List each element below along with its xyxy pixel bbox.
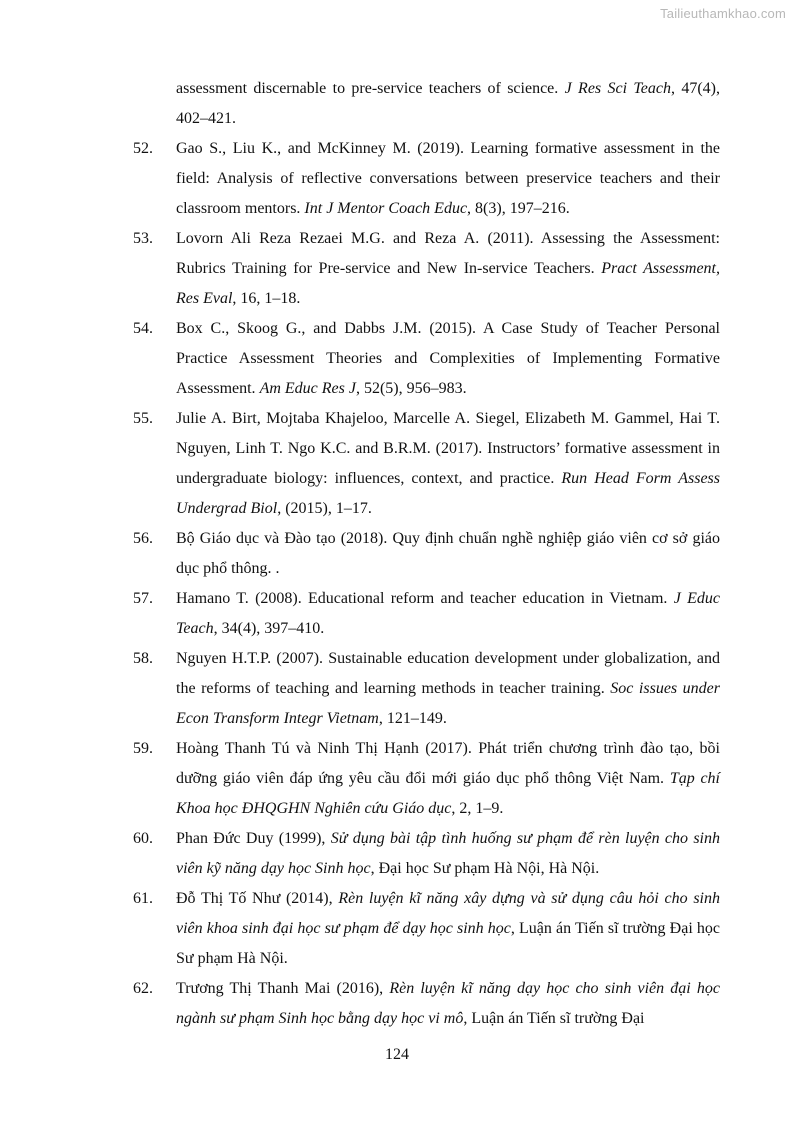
- reference-text: [176, 524, 720, 584]
- reference-text-segment: , 34(4), 397–410.: [213, 620, 325, 637]
- reference-source-title: Rèn luyện kĩ năng dạy học cho sinh viên đại học ngành sư phạm Sinh học bằng dạy học vi mô: [176, 980, 720, 1027]
- reference-number: 59.: [133, 740, 153, 757]
- reference-text-segment: Phan Đức Duy (1999),: [176, 830, 331, 847]
- reference-text: [176, 884, 720, 974]
- reference-text-segment: Bộ Giáo dục và Đào tạo (2018). Quy định chuẩn nghề nghiệp giáo viên cơ sở giáo dục phổ thông. .: [176, 530, 720, 577]
- reference-item: [0, 974, 794, 1034]
- reference-item: [0, 134, 794, 224]
- reference-text-segment: , 52(5), 956–983.: [355, 380, 467, 397]
- reference-text-segment: Hamano T. (2008). Educational reform and teacher education in Vietnam.: [176, 590, 674, 607]
- reference-item: [0, 404, 794, 524]
- reference-text-segment: Box C., Skoog G., and Dabbs J.M. (2015). A Case Study of Teacher Personal Practice Assessment Theories and Complexities of Implementing Formative Assessment.: [176, 320, 720, 397]
- reference-text: [176, 224, 720, 314]
- reference-item: [0, 524, 794, 584]
- reference-text-segment: Đỗ Thị Tố Như (2014),: [176, 890, 339, 907]
- reference-number: 62.: [133, 980, 153, 997]
- reference-item: [0, 74, 794, 134]
- reference-source-title: Int J Mentor Coach Educ: [304, 200, 468, 217]
- reference-text-segment: , 121–149.: [378, 710, 447, 727]
- reference-number: 55.: [133, 410, 153, 427]
- reference-source-title: Sử dụng bài tập tình huống sư phạm để rèn luyện cho sinh viên kỹ năng dạy học Sinh học: [176, 830, 720, 877]
- reference-source-title: J Res Sci Teach: [564, 80, 672, 97]
- reference-item: [0, 884, 794, 974]
- reference-text-segment: , Đại học Sư phạm Hà Nội, Hà Nội.: [370, 860, 600, 877]
- reference-item: [0, 314, 794, 404]
- watermark: Tailieuthamkhao.com: [660, 6, 786, 21]
- reference-number: 52.: [133, 140, 153, 157]
- reference-text-segment: , Luận án Tiến sĩ trường Đại học Sư phạm Hà Nội.: [176, 920, 720, 967]
- reference-source-title: Rèn luyện kĩ năng xây dựng và sử dụng câu hỏi cho sinh viên khoa sinh đại học sư phạm để dạy học sinh học: [176, 890, 720, 937]
- reference-item: [0, 224, 794, 314]
- reference-number: 53.: [133, 230, 153, 247]
- reference-text-segment: Gao S., Liu K., and McKinney M. (2019). Learning formative assessment in the field: Analysis of reflective conversations between preservice teachers and their classroom mentors.: [176, 140, 720, 217]
- reference-text-segment: Trương Thị Thanh Mai (2016),: [176, 980, 390, 997]
- reference-source-title: Am Educ Res J: [259, 380, 356, 397]
- reference-text-segment: , 16, 1–18.: [232, 290, 301, 307]
- reference-number: 57.: [133, 590, 153, 607]
- reference-text-segment: Lovorn Ali Reza Rezaei M.G. and Reza A. (2011). Assessing the Assessment: Rubrics Training for Pre-service and New In-service Teachers.: [176, 230, 720, 277]
- reference-text-segment: , 2, 1–9.: [451, 800, 504, 817]
- reference-text-segment: Julie A. Birt, Mojtaba Khajeloo, Marcelle A. Siegel, Elizabeth M. Gammel, Hai T. Nguyen, Linh T. Ngo K.C. and B.R.M. (2017). Instructors’ formative assessment in undergraduate biology: influences, context, and practice.: [176, 410, 720, 487]
- reference-source-title: J Educ Teach: [176, 590, 720, 637]
- reference-text: [176, 314, 720, 404]
- reference-number: 61.: [133, 890, 153, 907]
- page-number: 124: [385, 1046, 409, 1063]
- reference-text: [176, 974, 720, 1034]
- reference-item: [0, 824, 794, 884]
- reference-text-segment: Hoàng Thanh Tú và Ninh Thị Hạnh (2017). Phát triển chương trình đào tạo, bồi dưỡng giáo viên đáp ứng yêu cầu đổi mới giáo dục phổ thông Việt Nam.: [176, 740, 720, 787]
- reference-text-segment: , 8(3), 197–216.: [467, 200, 570, 217]
- reference-text: [176, 74, 720, 134]
- reference-text-segment: Nguyen H.T.P. (2007). Sustainable education development under globalization, and the reforms of teaching and learning methods in teacher training.: [176, 650, 720, 697]
- reference-source-title: Pract Assessment, Res Eval: [176, 260, 720, 307]
- reference-text: [176, 404, 720, 524]
- reference-source-title: Tạp chí Khoa học ĐHQGHN Nghiên cứu Giáo dục: [176, 770, 721, 817]
- reference-text: [176, 734, 720, 824]
- reference-item: [0, 584, 794, 644]
- reference-number: 56.: [133, 530, 153, 547]
- reference-number: 54.: [133, 320, 153, 337]
- reference-text-segment: , 47(4), 402–421.: [176, 80, 721, 127]
- reference-source-title: Run Head Form Assess Undergrad Biol: [176, 470, 720, 517]
- reference-item: [0, 644, 794, 734]
- reference-number: 60.: [133, 830, 153, 847]
- reference-text-segment: , (2015), 1–17.: [277, 500, 372, 517]
- reference-text-segment: assessment discernable to pre-service teachers of science.: [176, 80, 565, 97]
- reference-text: [176, 644, 720, 734]
- reference-text: [176, 584, 720, 644]
- reference-text-segment: , Luận án Tiến sĩ trường Đại: [463, 1010, 645, 1027]
- reference-source-title: Soc issues under Econ Transform Integr Vietnam: [176, 680, 720, 727]
- reference-text: [176, 134, 720, 224]
- reference-number: 58.: [133, 650, 153, 667]
- reference-list: [0, 74, 794, 1034]
- reference-text: [176, 824, 720, 884]
- reference-item: [0, 734, 794, 824]
